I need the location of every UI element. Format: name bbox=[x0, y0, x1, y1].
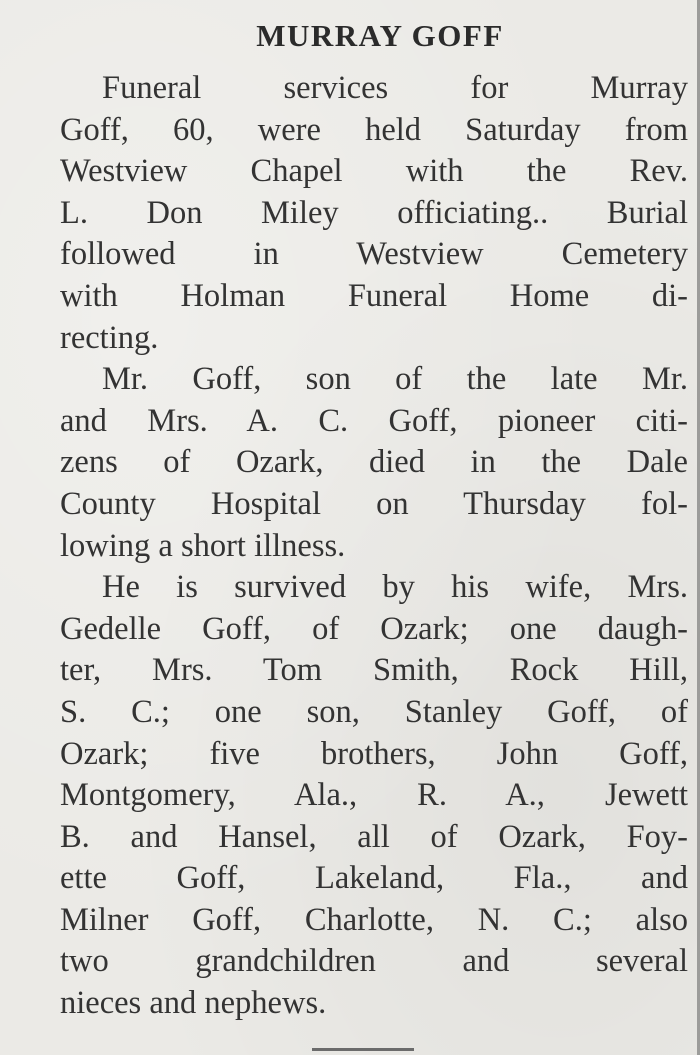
article-line: with Holman Funeral Home di- bbox=[60, 277, 688, 314]
article-line: Westview Chapel with the Rev. bbox=[60, 153, 688, 190]
article-line: and Mrs. A. C. Goff, pioneer citi- bbox=[60, 402, 688, 439]
separator-rule bbox=[312, 1048, 414, 1051]
article-line: zens of Ozark, died in the Dale bbox=[60, 444, 688, 481]
article-line: Gedelle Goff, of Ozark; one daugh- bbox=[60, 610, 688, 647]
article-line: S. C.; one son, Stanley Goff, of bbox=[60, 693, 688, 730]
obituary-article bbox=[60, 68, 688, 1025]
article-line: recting. bbox=[60, 319, 159, 356]
article-line: Mr. Goff, son of the late Mr. bbox=[102, 361, 688, 398]
headline: MURRAY GOFF bbox=[256, 18, 504, 53]
article-line: lowing a short illness. bbox=[60, 527, 346, 564]
article-line: County Hospital on Thursday fol- bbox=[60, 485, 688, 522]
article-line: Milner Goff, Charlotte, N. C.; also bbox=[60, 901, 688, 938]
article-line: L. Don Miley officiating.. Burial bbox=[60, 194, 688, 231]
article-line: He is survived by his wife, Mrs. bbox=[102, 569, 688, 606]
article-line: B. and Hansel, all of Ozark, Foy- bbox=[60, 818, 688, 855]
article-line: two grandchildren and several bbox=[60, 943, 688, 980]
article-line: Ozark; five brothers, John Goff, bbox=[60, 735, 688, 772]
article-line: Funeral services for Murray bbox=[102, 70, 688, 106]
article-line: Montgomery, Ala., R. A., Jewett bbox=[60, 777, 688, 814]
article-line: followed in Westview Cemetery bbox=[60, 236, 688, 273]
article-line: ette Goff, Lakeland, Fla., and bbox=[60, 860, 688, 897]
article-line: Goff, 60, were held Saturday from bbox=[60, 111, 688, 148]
article-line: ter, Mrs. Tom Smith, Rock Hill, bbox=[60, 652, 688, 689]
article-line: nieces and nephews. bbox=[60, 985, 327, 1022]
